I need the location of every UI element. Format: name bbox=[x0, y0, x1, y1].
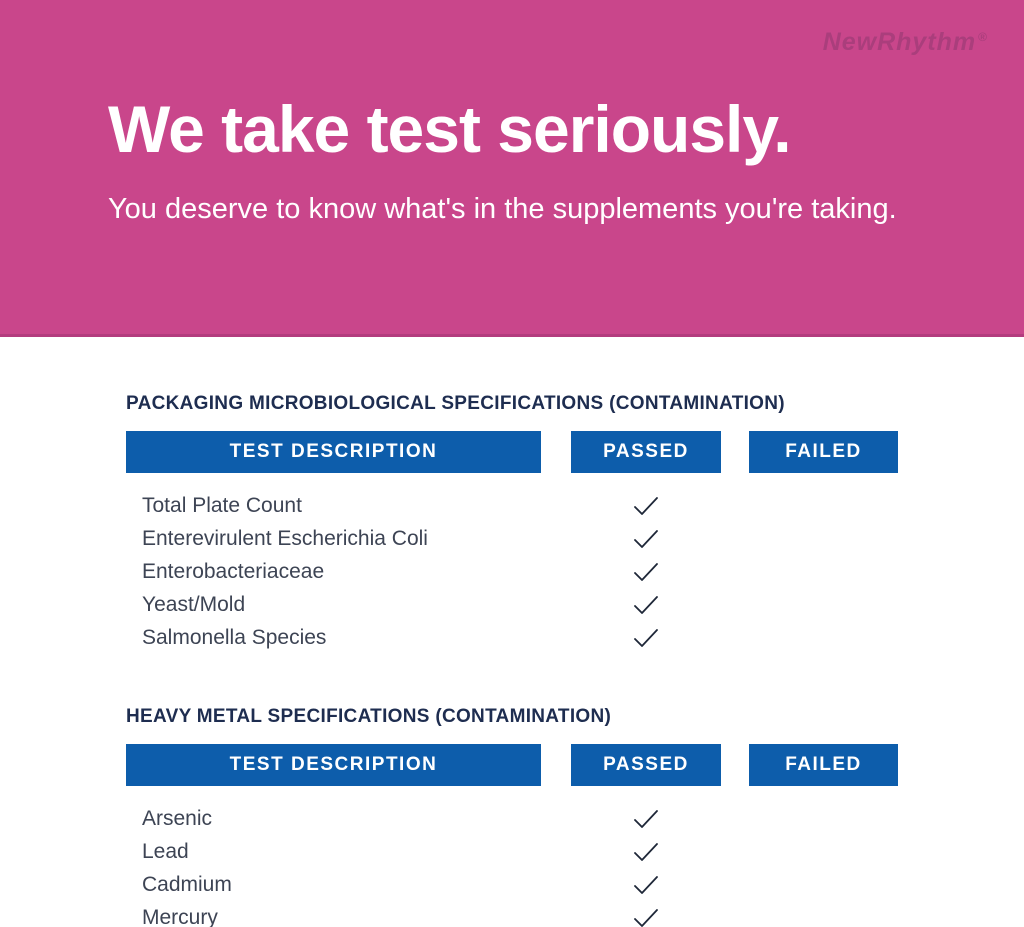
check-icon bbox=[631, 495, 661, 517]
table-row bbox=[126, 489, 898, 522]
test-name: Mercury bbox=[142, 905, 218, 927]
check-icon bbox=[631, 627, 661, 649]
table-row bbox=[126, 588, 898, 621]
table-row bbox=[126, 555, 898, 588]
test-name: Arsenic bbox=[142, 806, 213, 830]
passed-cell bbox=[571, 528, 721, 550]
hero-subtitle: You deserve to know what's in the supplements you're taking. bbox=[108, 193, 897, 225]
table-row bbox=[126, 802, 898, 835]
column-header-test-description: TEST DESCRIPTION bbox=[126, 431, 541, 473]
hero-title: We take test seriously. bbox=[108, 92, 791, 166]
passed-cell bbox=[571, 495, 721, 517]
table-header-row bbox=[126, 431, 898, 473]
passed-cell bbox=[571, 561, 721, 583]
check-icon bbox=[631, 874, 661, 896]
test-name: Lead bbox=[142, 839, 189, 863]
test-name: Total Plate Count bbox=[142, 493, 302, 517]
table-header-row bbox=[126, 744, 898, 786]
check-icon bbox=[631, 561, 661, 583]
brand-logo bbox=[823, 28, 988, 57]
section-heavy-metals bbox=[126, 706, 898, 927]
passed-cell bbox=[571, 627, 721, 649]
table-row bbox=[126, 868, 898, 901]
table-row bbox=[126, 835, 898, 868]
spec-table-microbiological bbox=[126, 431, 898, 654]
section-microbiological bbox=[126, 393, 898, 654]
brand-logo-text: NewRhythm bbox=[822, 28, 977, 56]
spec-table-heavy-metals bbox=[126, 744, 898, 927]
test-name: Enterobacteriaceae bbox=[142, 559, 325, 583]
column-header-passed: PASSED bbox=[571, 431, 721, 473]
test-name: Cadmium bbox=[142, 872, 232, 896]
column-header-failed: FAILED bbox=[749, 744, 898, 786]
table-row bbox=[126, 522, 898, 555]
test-name: Enterevirulent Escherichia Coli bbox=[142, 526, 428, 550]
check-icon bbox=[631, 594, 661, 616]
hero-banner bbox=[0, 0, 1024, 337]
check-icon bbox=[631, 808, 661, 830]
column-header-passed: PASSED bbox=[571, 744, 721, 786]
passed-cell bbox=[571, 907, 721, 927]
check-icon bbox=[631, 841, 661, 863]
spec-tables-area bbox=[0, 337, 1024, 927]
test-name: Yeast/Mold bbox=[142, 592, 246, 616]
column-header-failed: FAILED bbox=[749, 431, 898, 473]
passed-cell bbox=[571, 874, 721, 896]
registered-trademark-symbol: ® bbox=[978, 29, 988, 44]
table-row bbox=[126, 621, 898, 654]
section-title: PACKAGING MICROBIOLOGICAL SPECIFICATIONS (CONTAMINATION) bbox=[126, 393, 785, 414]
passed-cell bbox=[571, 841, 721, 863]
table-row bbox=[126, 901, 898, 927]
section-title: HEAVY METAL SPECIFICATIONS (CONTAMINATION) bbox=[126, 706, 612, 727]
passed-cell bbox=[571, 808, 721, 830]
passed-cell bbox=[571, 594, 721, 616]
check-icon bbox=[631, 528, 661, 550]
check-icon bbox=[631, 907, 661, 927]
test-name: Salmonella Species bbox=[142, 625, 327, 649]
column-header-test-description: TEST DESCRIPTION bbox=[126, 744, 541, 786]
